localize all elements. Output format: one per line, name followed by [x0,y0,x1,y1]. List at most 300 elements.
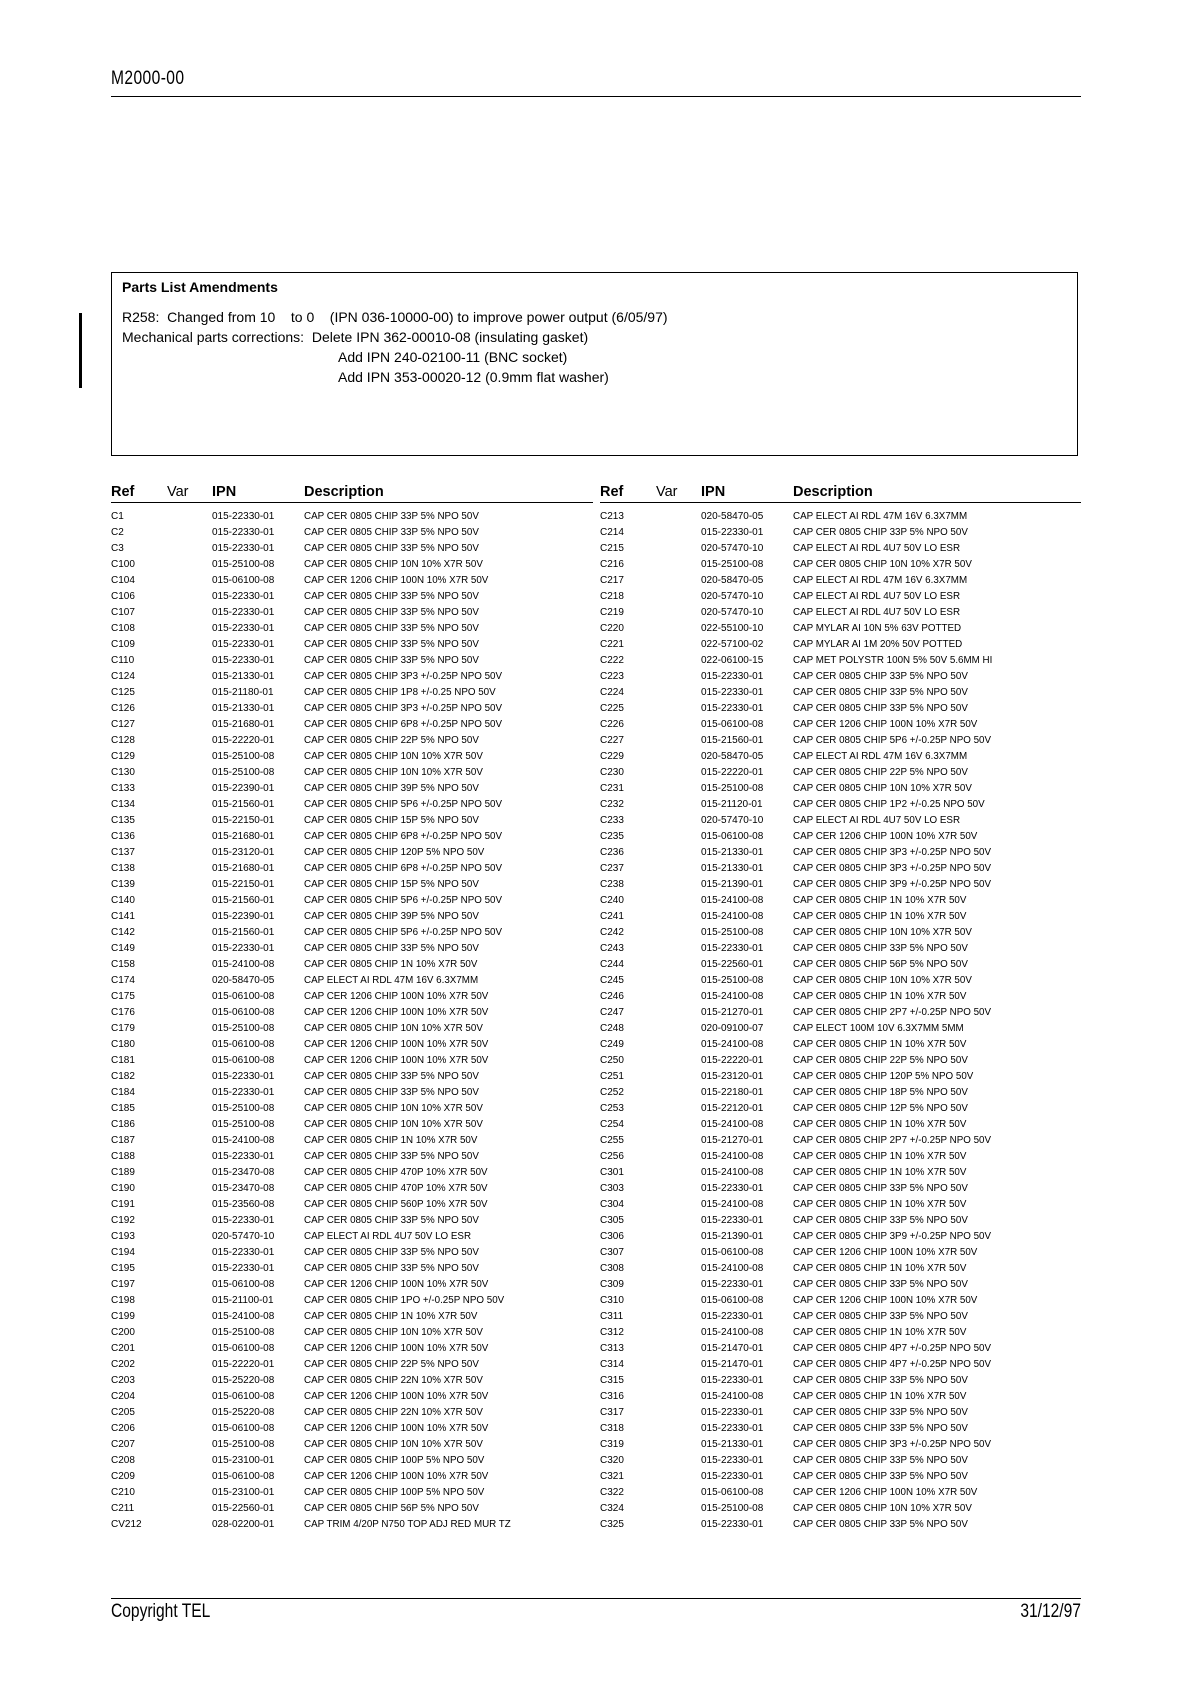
row-description: CAP ELECT AI RDL 47M 16V 6.3X7MM [793,751,968,762]
row-description: CAP CER 0805 CHIP 1N 10% X7R 50V [793,1151,967,1162]
row-ref: C149 [111,943,135,954]
row-ipn: 015-25100-08 [701,927,764,938]
row-ref: C201 [111,1343,135,1354]
row-ref: C137 [111,847,135,858]
table-row [111,765,593,781]
row-description: CAP CER 0805 CHIP 1N 10% X7R 50V [793,1199,967,1210]
row-ref: C215 [600,543,624,554]
row-ref: C245 [600,975,624,986]
table-row [600,845,1081,861]
row-description: CAP CER 1206 CHIP 100N 10% X7R 50V [793,1247,978,1258]
row-ipn: 015-06100-08 [212,1391,275,1402]
row-description: CAP CER 0805 CHIP 3P3 +/-0.25P NPO 50V [304,671,503,682]
row-ref: C107 [111,607,135,618]
table-row [111,989,593,1005]
table-row [111,909,593,925]
table-row [600,813,1081,829]
row-description: CAP CER 0805 CHIP 10N 10% X7R 50V [793,783,972,794]
row-ipn: 015-22330-01 [212,543,275,554]
row-description: CAP CER 0805 CHIP 56P 5% NPO 50V [793,959,968,970]
row-ref: C251 [600,1071,624,1082]
row-ipn: 022-06100-15 [701,655,764,666]
row-ref: C109 [111,639,135,650]
row-description: CAP CER 0805 CHIP 33P 5% NPO 50V [304,527,479,538]
table-row [111,653,593,669]
row-ipn: 015-22330-01 [212,623,275,634]
row-ipn: 015-22560-01 [701,959,764,970]
row-ipn: 015-25100-08 [701,559,764,570]
row-ipn: 015-24100-08 [701,1167,764,1178]
table-row [600,733,1081,749]
row-description: CAP CER 0805 CHIP 33P 5% NPO 50V [793,943,968,954]
row-ipn: 015-24100-08 [212,959,275,970]
row-ref: C308 [600,1263,624,1274]
header-ref: Ref [600,484,624,500]
row-ipn: 015-22330-01 [701,671,764,682]
row-description: CAP CER 0805 CHIP 3P3 +/-0.25P NPO 50V [793,847,992,858]
row-description: CAP CER 0805 CHIP 10N 10% X7R 50V [304,1327,483,1338]
table-row [111,1053,593,1069]
header-description: Description [793,484,873,500]
row-description: CAP CER 0805 CHIP 6P8 +/-0.25P NPO 50V [304,831,503,842]
footer-rule [111,1598,1081,1599]
table-row [111,1389,593,1405]
row-description: CAP CER 0805 CHIP 1P2 +/-0.25 NPO 50V [793,799,985,810]
row-description: CAP CER 0805 CHIP 33P 5% NPO 50V [304,1071,479,1082]
table-row [600,1021,1081,1037]
table-row [111,1037,593,1053]
row-ref: C206 [111,1423,135,1434]
row-description: CAP CER 0805 CHIP 1N 10% X7R 50V [793,1039,967,1050]
row-ipn: 015-22330-01 [701,687,764,698]
row-description: CAP CER 0805 CHIP 33P 5% NPO 50V [793,1423,968,1434]
row-ipn: 015-21470-01 [701,1343,764,1354]
row-ref: C241 [600,911,624,922]
row-ipn: 015-21100-01 [212,1295,274,1306]
row-ipn: 015-21180-01 [212,687,274,698]
row-ipn: 015-22120-01 [701,1103,764,1114]
row-ref: C303 [600,1183,624,1194]
table-row [111,701,593,717]
row-ref: C242 [600,927,624,938]
row-description: CAP CER 0805 CHIP 33P 5% NPO 50V [304,1151,479,1162]
table-row [600,749,1081,765]
row-ipn: 015-22330-01 [701,1183,764,1194]
row-ref: C250 [600,1055,624,1066]
row-ipn: 020-58470-05 [701,575,764,586]
table-body [600,509,1081,1533]
row-ref: C319 [600,1439,624,1450]
row-ref: C238 [600,879,624,890]
table-row [111,813,593,829]
row-description: CAP CER 0805 CHIP 33P 5% NPO 50V [793,1311,968,1322]
table-row [600,1373,1081,1389]
row-description: CAP CER 0805 CHIP 1N 10% X7R 50V [793,1119,967,1130]
row-description: CAP CER 1206 CHIP 100N 10% X7R 50V [304,1039,489,1050]
row-ipn: 015-24100-08 [212,1311,275,1322]
header-rule [111,96,1081,97]
row-ref: C231 [600,783,624,794]
row-ref: C314 [600,1359,624,1370]
table-row [600,1197,1081,1213]
table-row [111,957,593,973]
table-row [111,1325,593,1341]
row-description: CAP CER 1206 CHIP 100N 10% X7R 50V [304,1343,489,1354]
row-description: CAP CER 0805 CHIP 33P 5% NPO 50V [793,1471,968,1482]
row-ref: C240 [600,895,624,906]
row-ref: C306 [600,1231,624,1242]
row-ipn: 015-21560-01 [212,799,275,810]
row-description: CAP CER 0805 CHIP 22P 5% NPO 50V [793,767,968,778]
row-ipn: 015-22330-01 [212,943,275,954]
row-ref: C301 [600,1167,624,1178]
row-description: CAP CER 0805 CHIP 5P6 +/-0.25P NPO 50V [304,799,503,810]
row-ref: C104 [111,575,135,586]
row-description: CAP CER 0805 CHIP 10N 10% X7R 50V [793,927,972,938]
row-ref: C126 [111,703,135,714]
row-ref: C321 [600,1471,624,1482]
row-ref: C252 [600,1087,624,1098]
row-ipn: 020-09100-07 [701,1023,764,1034]
row-description: CAP MET POLYSTR 100N 5% 50V 5.6MM HI [793,655,993,666]
table-row [111,717,593,733]
row-ipn: 015-24100-08 [212,1135,275,1146]
row-description: CAP CER 0805 CHIP 4P7 +/-0.25P NPO 50V [793,1359,992,1370]
footer-copyright: Copyright TEL [111,1601,211,1622]
table-row [600,669,1081,685]
row-description: CAP CER 1206 CHIP 100N 10% X7R 50V [304,575,489,586]
row-ipn: 015-21120-01 [701,799,763,810]
row-description: CAP CER 0805 CHIP 1N 10% X7R 50V [304,1311,478,1322]
row-ref: C223 [600,671,624,682]
row-ref: C207 [111,1439,135,1450]
table-row [111,861,593,877]
row-ipn: 015-22220-01 [212,1359,275,1370]
row-ref: C235 [600,831,624,842]
row-ref: C142 [111,927,135,938]
row-ref: C216 [600,559,624,570]
row-ref: C255 [600,1135,624,1146]
table-row [600,781,1081,797]
table-row [111,557,593,573]
row-description: CAP CER 0805 CHIP 39P 5% NPO 50V [304,783,479,794]
row-description: CAP CER 1206 CHIP 100N 10% X7R 50V [304,1471,489,1482]
row-ipn: 015-24100-08 [701,911,764,922]
row-ref: C195 [111,1263,135,1274]
table-row [600,1101,1081,1117]
row-ipn: 015-22330-01 [701,1455,764,1466]
row-ipn: 015-24100-08 [701,1119,764,1130]
table-row [600,1357,1081,1373]
table-row [111,1309,593,1325]
row-description: CAP CER 0805 CHIP 33P 5% NPO 50V [793,1375,968,1386]
row-description: CAP CER 0805 CHIP 22N 10% X7R 50V [304,1407,483,1418]
row-description: CAP CER 0805 CHIP 10N 10% X7R 50V [793,1503,972,1514]
row-ipn: 020-57470-10 [701,543,764,554]
row-ipn: 015-23560-08 [212,1199,275,1210]
row-ipn: 015-25100-08 [212,1327,275,1338]
table-row [600,685,1081,701]
row-description: CAP CER 0805 CHIP 33P 5% NPO 50V [793,1455,968,1466]
row-ref: C134 [111,799,135,810]
row-ipn: 015-22220-01 [701,767,764,778]
row-description: CAP ELECT AI RDL 4U7 50V LO ESR [304,1231,472,1242]
row-ref: C213 [600,511,624,522]
footer-date: 31/12/97 [1020,1601,1081,1622]
row-description: CAP CER 0805 CHIP 33P 5% NPO 50V [304,655,479,666]
row-ref: C256 [600,1151,624,1162]
row-ipn: 015-22330-01 [701,1407,764,1418]
row-ref: C315 [600,1375,624,1386]
row-ipn: 015-25220-08 [212,1407,275,1418]
table-row [600,989,1081,1005]
row-description: CAP CER 0805 CHIP 6P8 +/-0.25P NPO 50V [304,863,503,874]
table-row [600,909,1081,925]
row-description: CAP CER 1206 CHIP 100N 10% X7R 50V [304,991,489,1002]
row-ref: C233 [600,815,624,826]
row-description: CAP CER 0805 CHIP 33P 5% NPO 50V [793,527,968,538]
row-description: CAP CER 0805 CHIP 33P 5% NPO 50V [304,543,479,554]
table-row [600,637,1081,653]
row-ipn: 015-21330-01 [212,703,275,714]
row-ipn: 015-21680-01 [212,831,275,842]
row-ipn: 028-02200-01 [212,1519,275,1530]
row-ipn: 015-25100-08 [212,1103,275,1114]
row-ref: C189 [111,1167,135,1178]
row-ref: C320 [600,1455,624,1466]
row-description: CAP CER 0805 CHIP 3P3 +/-0.25P NPO 50V [304,703,503,714]
row-ipn: 015-21560-01 [212,927,275,938]
row-description: CAP CER 0805 CHIP 3P9 +/-0.25P NPO 50V [793,879,992,890]
row-description: CAP CER 0805 CHIP 33P 5% NPO 50V [793,1183,968,1194]
table-row [600,541,1081,557]
row-description: CAP ELECT AI RDL 47M 16V 6.3X7MM [304,975,479,986]
table-row [600,557,1081,573]
table-row [600,1037,1081,1053]
table-row [600,1069,1081,1085]
row-ref: C253 [600,1103,624,1114]
table-row [111,1229,593,1245]
row-ref: CV212 [111,1519,142,1530]
row-description: CAP CER 1206 CHIP 100N 10% X7R 50V [793,1487,978,1498]
row-description: CAP CER 0805 CHIP 2P7 +/-0.25P NPO 50V [793,1135,992,1146]
row-description: CAP CER 0805 CHIP 33P 5% NPO 50V [793,1519,968,1530]
row-ipn: 020-58470-05 [701,511,764,522]
row-description: CAP CER 0805 CHIP 1N 10% X7R 50V [793,1167,967,1178]
row-ref: C110 [111,655,135,666]
table-row [600,589,1081,605]
row-ipn: 015-22330-01 [701,1471,764,1482]
row-description: CAP MYLAR AI 1M 20% 50V POTTED [793,639,963,650]
row-ref: C188 [111,1151,135,1162]
table-row [111,1117,593,1133]
row-description: CAP CER 0805 CHIP 470P 10% X7R 50V [304,1183,488,1194]
row-ref: C304 [600,1199,624,1210]
table-row [111,589,593,605]
change-bar [79,313,82,388]
table-row [111,605,593,621]
parts-table-right [600,482,1081,1533]
row-description: CAP CER 1206 CHIP 100N 10% X7R 50V [304,1391,489,1402]
amendment-line: Add IPN 240-02100-11 (BNC socket) [338,349,568,365]
row-ipn: 015-21330-01 [701,863,764,874]
row-description: CAP CER 0805 CHIP 3P3 +/-0.25P NPO 50V [793,1439,992,1450]
row-ref: C199 [111,1311,135,1322]
row-description: CAP CER 0805 CHIP 5P6 +/-0.25P NPO 50V [793,735,992,746]
table-row [111,1437,593,1453]
row-description: CAP CER 0805 CHIP 10N 10% X7R 50V [304,559,483,570]
row-ref: C182 [111,1071,135,1082]
header-ref: Ref [111,484,135,500]
row-ipn: 015-06100-08 [212,991,275,1002]
table-row [600,1389,1081,1405]
table-row [600,1469,1081,1485]
row-description: CAP CER 0805 CHIP 1N 10% X7R 50V [793,895,967,906]
table-row [600,925,1081,941]
table-row [600,1133,1081,1149]
row-ref: C138 [111,863,135,874]
row-ref: C214 [600,527,624,538]
row-description: CAP CER 0805 CHIP 10N 10% X7R 50V [304,767,483,778]
row-ref: C190 [111,1183,135,1194]
row-ref: C225 [600,703,624,714]
row-ipn: 020-58470-05 [212,975,275,986]
row-ref: C180 [111,1039,135,1050]
row-description: CAP CER 0805 CHIP 1N 10% X7R 50V [793,991,967,1002]
row-ipn: 015-25100-08 [212,1119,275,1130]
row-ipn: 015-06100-08 [212,1055,275,1066]
table-row [111,1421,593,1437]
row-ref: C141 [111,911,135,922]
row-description: CAP CER 0805 CHIP 22P 5% NPO 50V [793,1055,968,1066]
row-ipn: 015-24100-08 [701,991,764,1002]
row-ipn: 015-21560-01 [701,735,764,746]
row-description: CAP ELECT AI RDL 47M 16V 6.3X7MM [793,511,968,522]
row-ipn: 015-22220-01 [701,1055,764,1066]
row-ipn: 015-24100-08 [701,1199,764,1210]
row-ipn: 015-22330-01 [701,1423,764,1434]
row-ref: C322 [600,1487,624,1498]
table-body [111,509,593,1533]
table-row [111,1485,593,1501]
row-description: CAP CER 0805 CHIP 10N 10% X7R 50V [793,975,972,986]
row-ipn: 015-24100-08 [701,1263,764,1274]
row-ref: C3 [111,543,124,554]
row-ref: C108 [111,623,135,634]
table-row [111,1357,593,1373]
table-row [600,1405,1081,1421]
table-row [111,685,593,701]
table-row [111,797,593,813]
row-ref: C136 [111,831,135,842]
row-description: CAP CER 0805 CHIP 39P 5% NPO 50V [304,911,479,922]
table-row [600,1501,1081,1517]
row-ipn: 015-22330-01 [701,1311,764,1322]
row-ref: C217 [600,575,624,586]
row-ref: C230 [600,767,624,778]
row-ref: C202 [111,1359,135,1370]
row-description: CAP CER 0805 CHIP 33P 5% NPO 50V [304,1247,479,1258]
row-description: CAP CER 0805 CHIP 1N 10% X7R 50V [304,959,478,970]
table-row [111,573,593,589]
table-row [600,653,1081,669]
table-row [600,717,1081,733]
row-ipn: 015-06100-08 [212,1471,275,1482]
table-row [600,1053,1081,1069]
table-row [111,941,593,957]
row-description: CAP CER 0805 CHIP 10N 10% X7R 50V [304,1439,483,1450]
row-ref: C316 [600,1391,624,1402]
table-row [111,1165,593,1181]
table-row [111,749,593,765]
table-row [111,1501,593,1517]
row-ref: C176 [111,1007,135,1018]
row-ref: C174 [111,975,135,986]
row-description: CAP CER 0805 CHIP 1PO +/-0.25P NPO 50V [304,1295,505,1306]
row-ipn: 015-21270-01 [701,1007,764,1018]
table-row [111,1341,593,1357]
row-ref: C236 [600,847,624,858]
table-row [111,973,593,989]
row-ref: C311 [600,1311,624,1322]
amendments-box [111,272,1078,456]
row-ref: C222 [600,655,624,666]
row-ref: C197 [111,1279,135,1290]
table-row [600,1229,1081,1245]
table-row [600,957,1081,973]
amendments-title: Parts List Amendments [122,279,278,295]
row-ipn: 020-57470-10 [701,815,764,826]
row-ipn: 020-58470-05 [701,751,764,762]
row-description: CAP CER 0805 CHIP 33P 5% NPO 50V [304,943,479,954]
row-ipn: 015-23470-08 [212,1183,275,1194]
row-ref: C193 [111,1231,135,1242]
table-row [600,621,1081,637]
row-description: CAP CER 1206 CHIP 100N 10% X7R 50V [793,831,978,842]
table-row [111,781,593,797]
row-ipn: 015-22220-01 [212,735,275,746]
table-row [600,797,1081,813]
table-row [111,1085,593,1101]
row-ref: C229 [600,751,624,762]
table-row [600,1085,1081,1101]
row-ref: C232 [600,799,624,810]
row-ipn: 015-22330-01 [212,527,275,538]
row-ipn: 015-22560-01 [212,1503,275,1514]
row-description: CAP CER 0805 CHIP 33P 5% NPO 50V [304,1087,479,1098]
row-description: CAP ELECT AI RDL 4U7 50V LO ESR [793,815,961,826]
table-row [600,1261,1081,1277]
row-description: CAP CER 0805 CHIP 560P 10% X7R 50V [304,1199,488,1210]
row-description: CAP CER 1206 CHIP 100N 10% X7R 50V [304,1423,489,1434]
row-description: CAP CER 0805 CHIP 3P9 +/-0.25P NPO 50V [793,1231,992,1242]
row-ipn: 015-22330-01 [212,655,275,666]
table-row [111,1293,593,1309]
row-ipn: 015-22330-01 [701,703,764,714]
row-description: CAP CER 0805 CHIP 15P 5% NPO 50V [304,815,479,826]
row-description: CAP CER 1206 CHIP 100N 10% X7R 50V [304,1007,489,1018]
row-ipn: 015-22330-01 [701,1375,764,1386]
row-description: CAP CER 0805 CHIP 1N 10% X7R 50V [793,1391,967,1402]
row-ref: C249 [600,1039,624,1050]
row-description: CAP CER 0805 CHIP 33P 5% NPO 50V [304,511,479,522]
row-ipn: 015-22330-01 [212,1263,275,1274]
row-ref: C129 [111,751,135,762]
table-row [600,1325,1081,1341]
row-description: CAP CER 0805 CHIP 470P 10% X7R 50V [304,1167,488,1178]
row-ipn: 015-21390-01 [701,879,764,890]
table-row [111,1469,593,1485]
